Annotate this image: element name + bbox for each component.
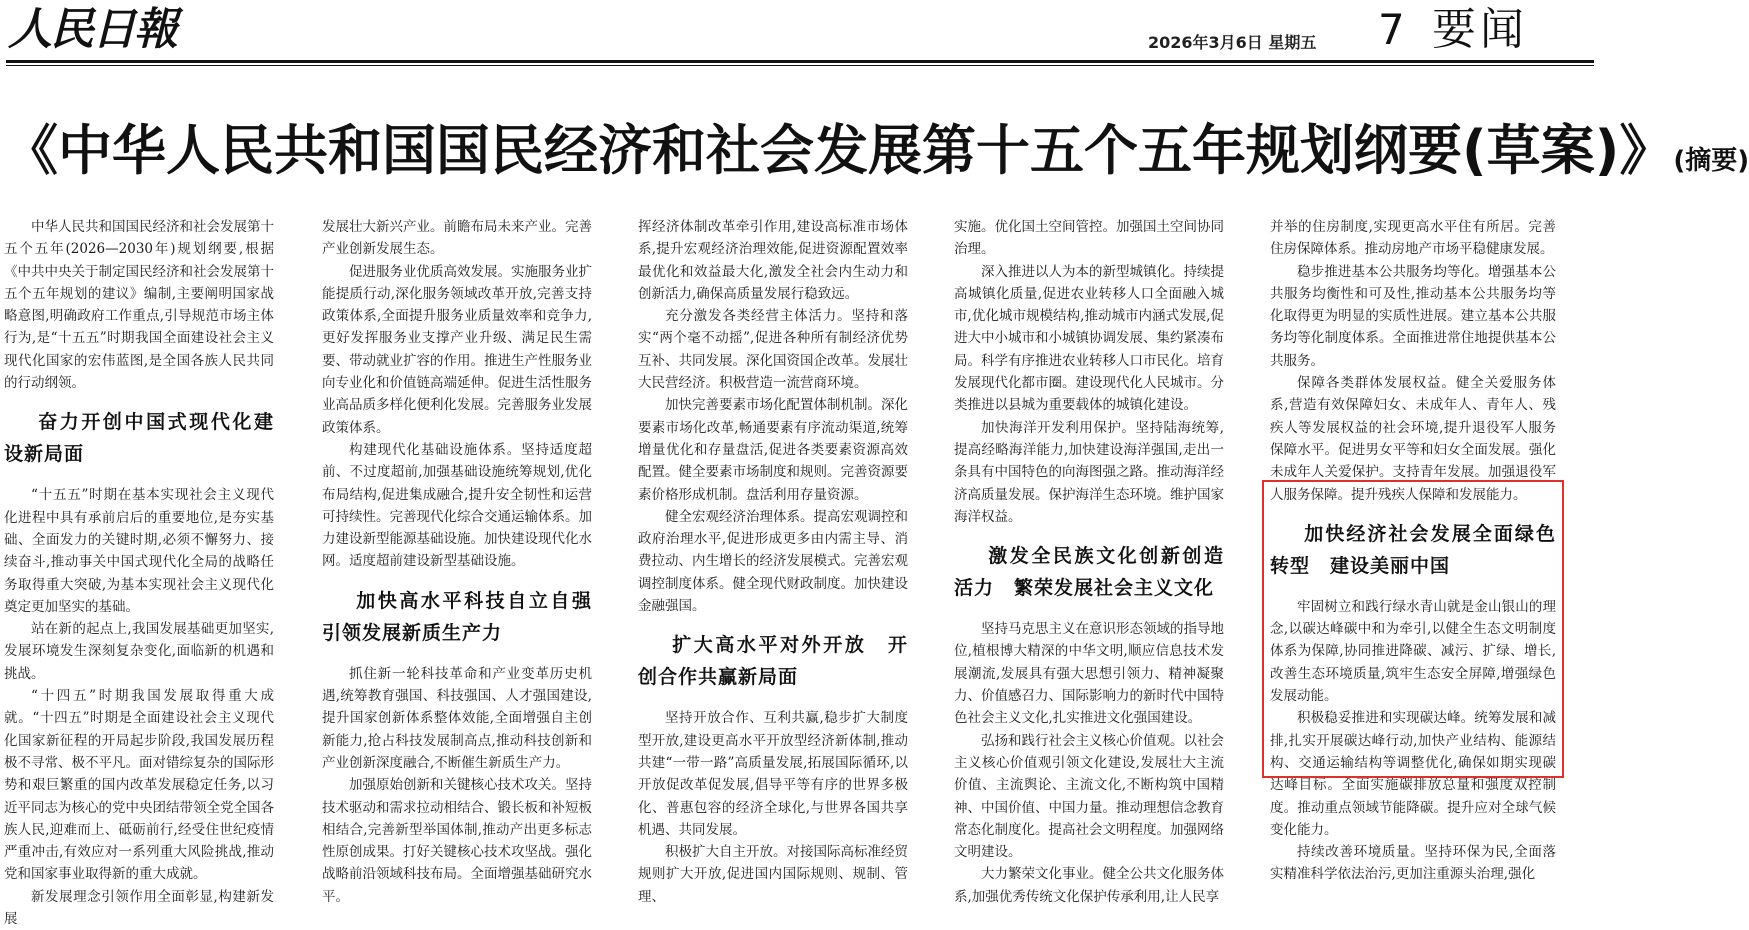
section-heading: 激发全民族文化创新创造活力 繁荣发展社会主义文化 [954, 545, 1224, 600]
paragraph: 保障各类群体发展权益。健全关爱服务体系,营造有效保障妇女、未成年人、青年人、残疾人等发展权益的社会环境,提升退役军人服务保障水平。促进男女平等和妇女全面发展。强化未成年人关爱保护。支持青年发展。加强退役军人服务保障。提升残疾人保障和发展能力。 [1270, 375, 1556, 503]
paragraph: 发展壮大新兴产业。前瞻布局未来产业。完善产业创新发展生态。 [322, 219, 592, 258]
section-heading: 扩大高水平对外开放 开创合作共赢新局面 [638, 634, 908, 689]
newspaper-logo: 人民日報 [8, 4, 176, 55]
paragraph: 加快完善要素市场化配置体制机制。深化要素市场化改革,畅通要素有序流动渠道,统筹增量优化和存量盘活,促进各类要素资源高效配置。健全要素市场制度和规则。完善资源要素价格形成机制。盘活利用存量资源。 [638, 397, 908, 503]
section-heading: 奋力开创中国式现代化建设新局面 [4, 411, 274, 466]
paragraph: 新发展理念引领作用全面彰显,构建新发展 [4, 888, 274, 928]
paragraph: 大力繁荣文化事业。健全公共文化服务体系,加强优秀传统文化保护传承利用,让人民享 [954, 866, 1224, 905]
paragraph: “十五五”时期在基本实现社会主义现代化进程中具有承前启后的重要地位,是夯实基础、全面发力的关键时期,必须不懈努力、接续奋斗,推动事关中国式现代化全局的战略任务取得重大突破,为基本实现社会主义现代化奠定更加坚实的基础。 [4, 487, 274, 615]
paragraph: 实施。优化国土空间管控。加强国土空间协同治理。 [954, 219, 1224, 258]
article-column-3 [638, 216, 908, 905]
article-column-2 [322, 216, 613, 905]
article-headline [4, 108, 1749, 185]
paragraph: 坚持开放合作、互利共赢,稳步扩大制度型开放,建设更高水平开放型经济新体制,推动共建“一带一路”高质量发展,拓展国际循环,以开放促改革促发展,倡导平等有序的世界多极化、普惠包容的经济全球化,与世界各国共享机遇、共同发展。 [638, 710, 908, 838]
section-title: 要闻 [1432, 4, 1528, 55]
paragraph: 积极稳妥推进和实现碳达峰。统筹发展和减排,扎实开展碳达峰行动,加快产业结构、能源结构、交通运输结构等调整优化,确保如期实现碳达峰目标。全面实施碳排放总量和强度双控制度。推动重点领域节能降碳。提升应对全球气候变化能力。 [1270, 710, 1556, 838]
paragraph: 积极扩大自主开放。对接国际高标准经贸规则扩大开放,促进国内国际规则、规制、管理、 [638, 844, 908, 905]
paragraph: 抓住新一轮科技革命和产业变革历史机遇,统筹教育强国、科技强国、人才强国建设,提升国家创新体系整体效能,全面增强自主创新能力,抢占科技发展制高点,推动科技创新和产业创新深度融合,不断催生新质生产力。 [322, 665, 592, 771]
article-column-4 [954, 216, 1224, 905]
article-column-1 [4, 216, 274, 928]
paragraph: 中华人民共和国国民经济和社会发展第十五个五年(2026—2030年)规划纲要,根据《中共中央关于制定国民经济和社会发展第十五个五年规划的建议》编制,主要阐明国家战略意图,明确政府工作重点,引导规范市场主体行为,是“十五五”时期我国全面建设社会主义现代化国家的宏伟蓝图,是全国各族人民共同的行动纲领。 [4, 219, 274, 392]
paragraph: 站在新的起点上,我国发展基础更加坚实,发展环境发生深刻复杂变化,面临新的机遇和挑战。 [4, 621, 274, 682]
issue-date: 2026年3月6日 星期五 [1148, 33, 1317, 52]
section-heading: 加快经济社会发展全面绿色转型 建设美丽中国 [1270, 522, 1556, 577]
paragraph: 加强原始创新和关键核心技术攻关。坚持技术驱动和需求拉动相结合、锻长板和补短板相结合,完善新型举国体制,推动产出更多标志性原创成果。打好关键核心技术攻坚战。强化战略前沿领域科技布局。全面增强基础研究水平。 [322, 777, 592, 905]
paragraph: 持续改善环境质量。坚持环保为民,全面落实精准科学依法治污,更加注重源头治理,强化 [1270, 844, 1556, 883]
paragraph: 并举的住房制度,实现更高水平住有所居。完善住房保障体系。推动房地产市场平稳健康发展。 [1270, 219, 1556, 258]
paragraph: 坚持马克思主义在意识形态领域的指导地位,植根博大精深的中华文明,顺应信息技术发展潮流,发展具有强大思想引领力、精神凝聚力、价值感召力、国际影响力的新时代中国特色社会主义文化,扎实推进文化强国建设。 [954, 621, 1224, 727]
paragraph: 加快海洋开发利用保护。坚持陆海统筹,提高经略海洋能力,加快建设海洋强国,走出一条具有中国特色的向海图强之路。推动海洋经济高质量发展。保护海洋生态环境。维护国家海洋权益。 [954, 419, 1224, 525]
paragraph: 构建现代化基础设施体系。坚持适度超前、不过度超前,加强基础设施统筹规划,优化布局结构,促进集成融合,提升安全韧性和运营可持续性。完善现代化综合交通运输体系。加力建设新型能源基础设施。加快建设现代化水网。适度超前建设新型基础设施。 [322, 441, 592, 570]
paragraph: “十四五”时期我国发展取得重大成就。“十四五”时期是全面建设社会主义现代化国家新征程的开局起步阶段,我国发展历程极不寻常、极不平凡。面对错综复杂的国际形势和艰巨繁重的国内改革发展稳定任务,以习近平同志为核心的党中央团结带领全党全国各族人民,迎难而上、砥砺前行,经受住世纪疫情严重冲击,有效应对一系列重大风险挑战,推动党和国家事业取得新的重大成就。 [4, 688, 274, 883]
masthead-rule-thin [6, 65, 1594, 66]
paragraph: 充分激发各类经营主体活力。坚持和落实“两个毫不动摇”,促进各种所有制经济优势互补、共同发展。深化国资国企改革。发展壮大民营经济。积极营造一流营商环境。 [638, 308, 908, 392]
masthead-rule [6, 60, 1594, 63]
paragraph: 促进服务业优质高效发展。实施服务业扩能提质行动,深化服务领域改革开放,完善支持政策体系,全面提升服务业质量效率和竞争力,更好发挥服务业支撑产业升级、满足民生需要、带动就业扩容的作用。推进生产性服务业向专业化和价值链高端延伸。促进生活性服务业高品质多样化便利化发展。完善服务业发展政策体系。 [322, 263, 592, 436]
paragraph: 挥经济体制改革牵引作用,建设高标准市场体系,提升宏观经济治理效能,促进资源配置效率最优化和效益最大化,激发全社会内生动力和创新活力,确保高质量发展行稳致远。 [638, 219, 908, 302]
paragraph: 稳步推进基本公共服务均等化。增强基本公共服务均衡性和可及性,推动基本公共服务均等化取得更为明显的实质性进展。建立基本公共服务均等化制度体系。全面推进常住地提供基本公共服务。 [1270, 263, 1556, 369]
paragraph: 牢固树立和践行绿水青山就是金山银山的理念,以碳达峰碳中和为牵引,以健全生态文明制度体系为保障,协同推进降碳、减污、扩绿、增长,改善生态环境质量,筑牢生态安全屏障,增强绿色发展动能。 [1270, 598, 1556, 705]
headline-title: 《中华人民共和国国民经济和社会发展第十五个五年规划纲要(草案)》 [4, 119, 1674, 182]
paragraph: 健全宏观经济治理体系。提高宏观调控和政府治理水平,促进形成更多由内需主导、消费拉动、内生增长的经济发展模式。完善宏观调控制度体系。健全现代财政制度。加快建设金融强国。 [638, 508, 908, 615]
section-heading: 加快高水平科技自立自强 引领发展新质生产力 [322, 589, 613, 644]
paragraph: 弘扬和践行社会主义核心价值观。以社会主义核心价值观引领文化建设,发展壮大主流价值、主流舆论、主流文化,不断构筑中国精神、中国价值、中国力量。推动理想信念教育常态化制度化。提高社会文明程度。加强网络文明建设。 [954, 732, 1224, 861]
paragraph: 深入推进以人为本的新型城镇化。持续提高城镇化质量,促进农业转移人口全面融入城市,优化城市规模结构,推动城市内涵式发展,促进大中小城市和小城镇协调发展、集约紧凑布局。科学有序推进农业转移人口市民化。培育发展现代化都市圈。建设现代化人民城市。分类推进以县城为重要载体的城镇化建设。 [954, 263, 1224, 414]
headline-subtitle: (摘要) [1673, 146, 1749, 176]
masthead [0, 0, 1600, 62]
article-column-5 [1270, 216, 1556, 883]
page-number: 7 [1378, 5, 1405, 54]
